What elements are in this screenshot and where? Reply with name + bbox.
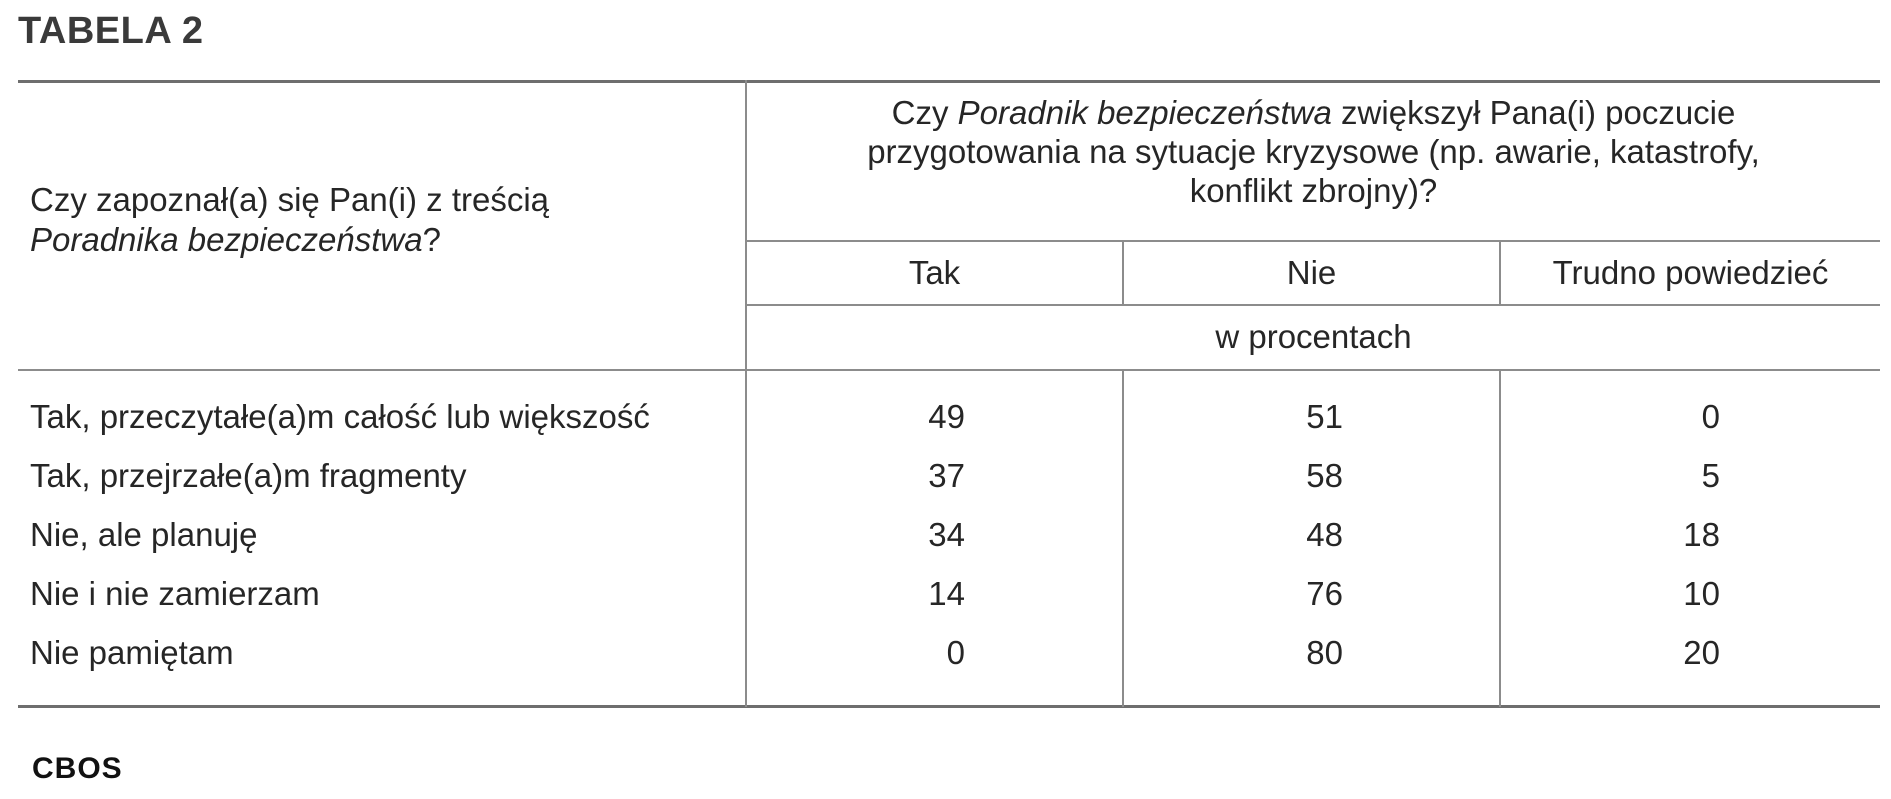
column-question-line1: [747, 93, 1880, 132]
row-label: Nie pamiętam: [30, 634, 234, 671]
row-label: Nie, ale planuję: [30, 516, 258, 553]
column-header-nie: Nie: [1286, 254, 1337, 291]
cell-value: 0: [946, 634, 965, 671]
cell-value: 34: [928, 516, 965, 553]
row-question-suffix: ?: [422, 221, 441, 258]
table-title: TABELA 2: [18, 10, 204, 52]
row-question-italic: Poradnika bezpieczeństwa: [30, 221, 423, 258]
row-label: Nie i nie zamierzam: [30, 575, 320, 612]
table-bottom-rule: [18, 705, 1880, 708]
column-header-tak: Tak: [908, 254, 961, 291]
header-bottom-rule: [18, 369, 1880, 371]
column-question-italic: Poradnik bezpieczeństwa: [957, 94, 1332, 131]
cell-value: 58: [1306, 457, 1343, 494]
column-question-prefix: Czy: [891, 94, 949, 131]
cell-value: 37: [928, 457, 965, 494]
column-question-line2: przygotowania na sytuacje kryzysowe (np. awarie, katastrofy,: [867, 133, 1760, 170]
cell-value: 49: [928, 398, 965, 435]
cell-value: 10: [1683, 575, 1720, 612]
column-question-rest: zwiększył Pana(i) poczucie: [1341, 94, 1736, 131]
cell-value: 14: [928, 575, 965, 612]
cell-value: 48: [1306, 516, 1343, 553]
cell-value: 5: [1701, 457, 1720, 494]
data-table: [18, 80, 1880, 708]
header-divider-columns: [746, 304, 1880, 306]
row-question-line2: [30, 220, 730, 260]
row-label: Tak, przejrzałe(a)m fragmenty: [30, 457, 467, 494]
header-divider-question: [746, 240, 1880, 242]
row-question-line1: Czy zapoznał(a) się Pan(i) z treścią: [30, 181, 550, 218]
cell-value: 18: [1683, 516, 1720, 553]
row-question-header: [30, 180, 730, 260]
cell-value: 20: [1683, 634, 1720, 671]
cell-value: 76: [1306, 575, 1343, 612]
unit-label: w procentach: [1215, 318, 1412, 355]
column-header-trudno: Trudno powiedzieć: [1552, 254, 1829, 291]
cell-value: 0: [1701, 398, 1720, 435]
column-question-header: [747, 93, 1880, 210]
cell-value: 51: [1306, 398, 1343, 435]
cell-value: 80: [1306, 634, 1343, 671]
table-top-rule: [18, 80, 1880, 83]
row-label: Tak, przeczytałe(a)m całość lub większość: [30, 398, 650, 435]
column-question-line3: konflikt zbrojny)?: [1189, 172, 1438, 209]
source-label: CBOS: [32, 752, 123, 785]
